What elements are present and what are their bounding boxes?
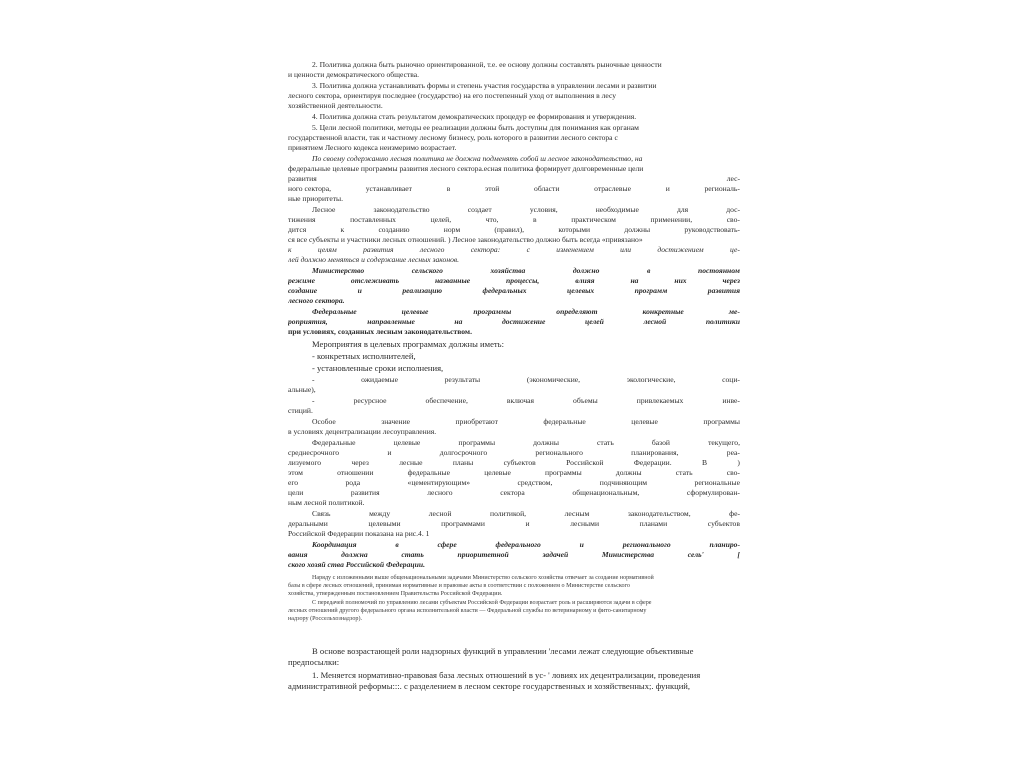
text-word: стать <box>401 550 424 559</box>
text-word: и <box>525 519 530 528</box>
text-line: Наряду с изложенными выше общенациональными задачами Министерство сельского хозяйства отвечает за создание нормативной <box>312 575 654 581</box>
text-word: постоянном <box>698 266 740 275</box>
text-word: региональные <box>694 478 740 487</box>
text-word: создание <box>288 286 318 295</box>
text-word: субъектов <box>707 519 740 528</box>
text-word: планиро- <box>709 540 740 549</box>
text-word: определяют <box>556 307 598 316</box>
text-word: программы <box>458 438 496 447</box>
text-line: 5. Цели лесной политики, методы ее реализации должны быть доступны для понимания как органам <box>312 123 639 132</box>
text-word: должны <box>615 468 642 477</box>
text-word: Федеральные <box>312 307 357 316</box>
text-word: - <box>312 396 315 405</box>
text-word: цели <box>288 488 304 497</box>
text-word: созданию <box>378 225 410 234</box>
text-word: достижение <box>502 317 546 326</box>
text-word: регионального <box>535 448 583 457</box>
text-line: и ценности демократического общества. <box>288 70 420 79</box>
text-line: 1. Меняется нормативно-правовая база лесных отношений в ус- ' ловиях их децентрализации, проведения <box>312 670 701 680</box>
text-line: ся все субъекты и участники лесных отношений. ) Лесное законодательство должно быть всегда «привязано» <box>288 235 643 244</box>
text-word: должно <box>572 266 600 275</box>
text-line: альные), <box>288 385 316 394</box>
text-word: необходимые <box>595 205 639 214</box>
text-word: устанавливает <box>365 184 412 193</box>
text-word: Связь <box>312 509 331 518</box>
text-word: «цементирующим» <box>407 478 471 487</box>
text-line: - конкретных исполнителей, <box>312 351 416 361</box>
text-word: целей <box>584 317 604 326</box>
text-word: целей, <box>430 215 452 224</box>
text-word: Российской <box>566 458 604 467</box>
text-word: через <box>351 458 369 467</box>
text-word: целевые <box>393 438 421 447</box>
text-word: В <box>701 458 708 467</box>
text-word: ) <box>737 458 740 467</box>
text-word: (экономические, <box>526 375 581 384</box>
text-word: стать <box>597 438 614 447</box>
text-word: процессы, <box>506 276 540 285</box>
text-word: Федерации. <box>633 458 672 467</box>
text-word: законодательством, <box>627 509 691 518</box>
text-word: сектора: <box>470 245 501 254</box>
text-line: В основе возрастающей роли надзорных функций в управлении 'лесами лежат следующие объективные <box>312 646 694 656</box>
text-word: це- <box>729 245 740 254</box>
text-word: фе- <box>729 509 740 518</box>
text-word: влияя <box>575 276 595 285</box>
text-word: программ <box>634 286 668 295</box>
text-word: лизуемого <box>288 458 322 467</box>
text-word: вания <box>288 550 308 559</box>
text-word: приоритетной <box>457 550 509 559</box>
text-word: целям <box>317 245 337 254</box>
text-word: Федеральные <box>312 438 356 447</box>
text-word: поставленных <box>350 215 396 224</box>
text-word: в <box>446 184 451 193</box>
text-word: которыми <box>558 225 591 234</box>
text-word: к <box>340 225 345 234</box>
text-word: сформулирован- <box>686 488 740 497</box>
text-line: По своему содержанию лесная политика не должна подменять собой ш лесное законодательство, на <box>312 154 643 163</box>
text-word: федеральных <box>482 286 527 295</box>
text-word: планы <box>452 458 474 467</box>
text-word: обеспечение, <box>425 396 468 405</box>
text-word: текущего, <box>708 438 740 447</box>
text-word: целевых <box>567 286 595 295</box>
text-line: лей должно меняться и содержание лесных законов. <box>288 255 460 264</box>
text-word: изменением <box>556 245 594 254</box>
text-word: политикой, <box>490 509 527 518</box>
text-word: ожидаемые <box>361 375 398 384</box>
text-word: Министерство <box>312 266 365 275</box>
text-word: рода <box>345 478 361 487</box>
text-word: дится <box>288 225 307 234</box>
text-word: развития <box>288 174 317 183</box>
text-line: государственной власти, так и частному лесному бизнесу, роль которого в развитии лесного сектора с <box>288 133 618 142</box>
text-word: деральными <box>288 519 328 528</box>
text-line: базы в сфере лесных отношений, принимая нормативные и правовые акты в соответствии с положением о Министерстве сельского <box>288 583 630 589</box>
text-word: федерального <box>495 540 541 549</box>
text-line: административной реформы:::. с разделением в лесном секторе государственных и хозяйственных;. функций, <box>288 681 691 691</box>
text-line: ным лесной политикой. <box>288 498 365 507</box>
text-word: для <box>676 205 689 214</box>
text-line: хозяйства, утвержденным постановлением Правительства Российской Федерации. <box>288 591 503 597</box>
text-word: сель' <box>687 550 704 559</box>
text-word: экологические, <box>626 375 676 384</box>
text-word: через <box>722 276 740 285</box>
text-word: целевыми <box>368 519 401 528</box>
text-word: ресурсное <box>353 396 387 405</box>
text-word: хозяйства <box>490 266 526 275</box>
text-word: федеральные <box>407 468 451 477</box>
text-word: сельского <box>411 266 443 275</box>
text-word: конкретные <box>642 307 684 316</box>
text-word: региональ- <box>704 184 740 193</box>
text-word: сво- <box>726 468 740 477</box>
text-line: С передачей полномочий по управлению лесами субъектам Российской Федерации возрастает роль и расширяются задачи в сфере <box>312 600 652 606</box>
text-word: лесным <box>564 509 590 518</box>
text-word: целевые <box>631 417 658 426</box>
text-line: федеральные целевые программы развития лесного сектора.есная политика формирует долговременные цели <box>288 164 644 173</box>
text-line: ные приоритеты. <box>288 194 344 203</box>
text-word: норм <box>443 225 461 234</box>
text-word: и <box>357 286 362 295</box>
text-word: программами <box>441 519 485 528</box>
text-line: лесного сектора. <box>288 296 345 305</box>
text-word: должны <box>533 438 559 447</box>
text-line: лесного сектора, ориентируя последнее (государство) на его постепенный уход от выполнения в лесу <box>288 91 617 100</box>
text-word: целевые <box>401 307 429 316</box>
text-word: приобретают <box>455 417 498 426</box>
text-word: этом <box>288 468 303 477</box>
text-word: этой <box>484 184 500 193</box>
text-word: отношении <box>337 468 374 477</box>
text-word: условия, <box>529 205 558 214</box>
text-line: надзору (Россельхознадзор). <box>288 616 362 622</box>
text-word: тижения <box>288 215 316 224</box>
text-word: на <box>630 276 639 285</box>
text-word: Координация <box>312 540 357 549</box>
text-word: Особое <box>312 417 336 426</box>
text-word: сво- <box>726 215 740 224</box>
text-word: дос- <box>726 205 740 214</box>
text-line: принятием Лесного кодекса неизмеримо возрастает. <box>288 143 457 152</box>
text-line: ского хозяй ства Российской Федерации. <box>288 560 425 569</box>
text-word: - <box>312 375 315 384</box>
text-word: регионального <box>622 540 671 549</box>
text-word: создает <box>467 205 492 214</box>
text-word: политики <box>705 317 740 326</box>
text-word: лесного <box>427 488 453 497</box>
text-word: программы <box>545 468 582 477</box>
text-word: реализацию <box>402 286 443 295</box>
text-word: области <box>534 184 560 193</box>
text-word: и <box>665 184 670 193</box>
text-word: лесными <box>570 519 600 528</box>
text-line: 3. Политика должна устанавливать формы и степень участия государства в управлении лесами и развитии <box>312 81 657 90</box>
document-page <box>288 60 740 710</box>
text-word: включая <box>506 396 535 405</box>
text-word: законодательство <box>373 205 430 214</box>
text-word: ного сектора, <box>288 184 331 193</box>
text-word: на <box>454 317 463 326</box>
text-line: лесных отношений другого федерального органа исполнительной власти — Федеральной службы по ветеринарному и фито-санитарному <box>288 608 647 614</box>
text-word: задачей <box>542 550 569 559</box>
text-word: лесного <box>419 245 445 254</box>
text-word: режиме <box>288 276 316 285</box>
text-word: развития <box>350 488 380 497</box>
text-word: отраслевые <box>594 184 631 193</box>
text-word: планирования, <box>631 448 679 457</box>
text-word: планами <box>639 519 668 528</box>
text-word: развития <box>363 245 394 254</box>
text-word: в <box>533 215 537 224</box>
text-word: субъектов <box>503 458 536 467</box>
text-word: роприятия, <box>288 317 328 326</box>
text-word: [ <box>737 550 740 559</box>
text-word: направленные <box>367 317 415 326</box>
text-word: руководствовать- <box>684 225 740 234</box>
text-word: в <box>395 540 399 549</box>
text-word: его <box>288 478 299 487</box>
text-line: предпосылки: <box>288 657 340 667</box>
text-line: хозяйственной деятельности. <box>288 101 383 110</box>
text-word: лес- <box>726 174 740 183</box>
text-word: среднесрочного <box>288 448 340 457</box>
text-word: в <box>647 266 651 275</box>
text-word: долгосрочного <box>439 448 488 457</box>
text-word: развития <box>707 286 740 295</box>
text-word: между <box>369 509 391 518</box>
text-line: в условиях децентрализации лесоуправления. <box>288 427 437 436</box>
text-word: отслеживать <box>350 276 400 285</box>
text-word: подчиняющим <box>599 478 648 487</box>
text-line: 2. Политика должна быть рыночно ориентированной, т.е. ее основу должны составлять рыночные ценности <box>312 60 662 69</box>
text-word: значение <box>381 417 411 426</box>
text-word: и <box>579 540 584 549</box>
text-word: программы <box>473 307 512 316</box>
text-word: общенациональным, <box>572 488 640 497</box>
text-word: должны <box>624 225 651 234</box>
text-word: и <box>387 448 392 457</box>
text-word: целевые <box>484 468 511 477</box>
text-word: с <box>526 245 530 254</box>
text-word: должна <box>341 550 368 559</box>
text-word: (правил), <box>494 225 525 234</box>
text-line: Российской Федерации показана на рис.4. 1 <box>288 529 430 538</box>
text-word: или <box>620 245 632 254</box>
text-word: что, <box>485 215 499 224</box>
text-word: привлекаемых <box>636 396 684 405</box>
text-word: лесные <box>399 458 423 467</box>
text-word: применении, <box>650 215 693 224</box>
text-word: Лесное <box>312 205 336 214</box>
text-word: реа- <box>726 448 740 457</box>
text-line: Мероприятия в целевых программах должны иметь: <box>312 339 504 349</box>
text-word: соци- <box>722 375 740 384</box>
text-word: Министерства <box>601 550 655 559</box>
text-word: достижением <box>657 245 704 254</box>
text-word: лесной <box>643 317 667 326</box>
text-word: федеральные <box>543 417 586 426</box>
text-line: - установленные сроки исполнения, <box>312 363 444 373</box>
text-line: стиций. <box>288 406 313 415</box>
text-word: стать <box>675 468 693 477</box>
text-word: названные <box>434 276 471 285</box>
text-word: инве- <box>722 396 740 405</box>
text-word: программы <box>703 417 740 426</box>
text-word: лесной <box>428 509 452 518</box>
text-word: ме- <box>728 307 740 316</box>
text-line: 4. Политика должна стать результатом демократических процедур ее формирования и утверждения. <box>312 112 637 121</box>
text-word: базой <box>651 438 670 447</box>
text-line: при условиях, созданных лесным законодательством. <box>288 327 472 336</box>
text-word: практическом <box>571 215 616 224</box>
text-word: к <box>288 245 292 254</box>
text-word: результаты <box>444 375 481 384</box>
text-word: сфере <box>437 540 457 549</box>
text-word: сектора <box>500 488 525 497</box>
text-word: объемы <box>573 396 598 405</box>
text-word: них <box>674 276 687 285</box>
text-word: средством, <box>517 478 553 487</box>
